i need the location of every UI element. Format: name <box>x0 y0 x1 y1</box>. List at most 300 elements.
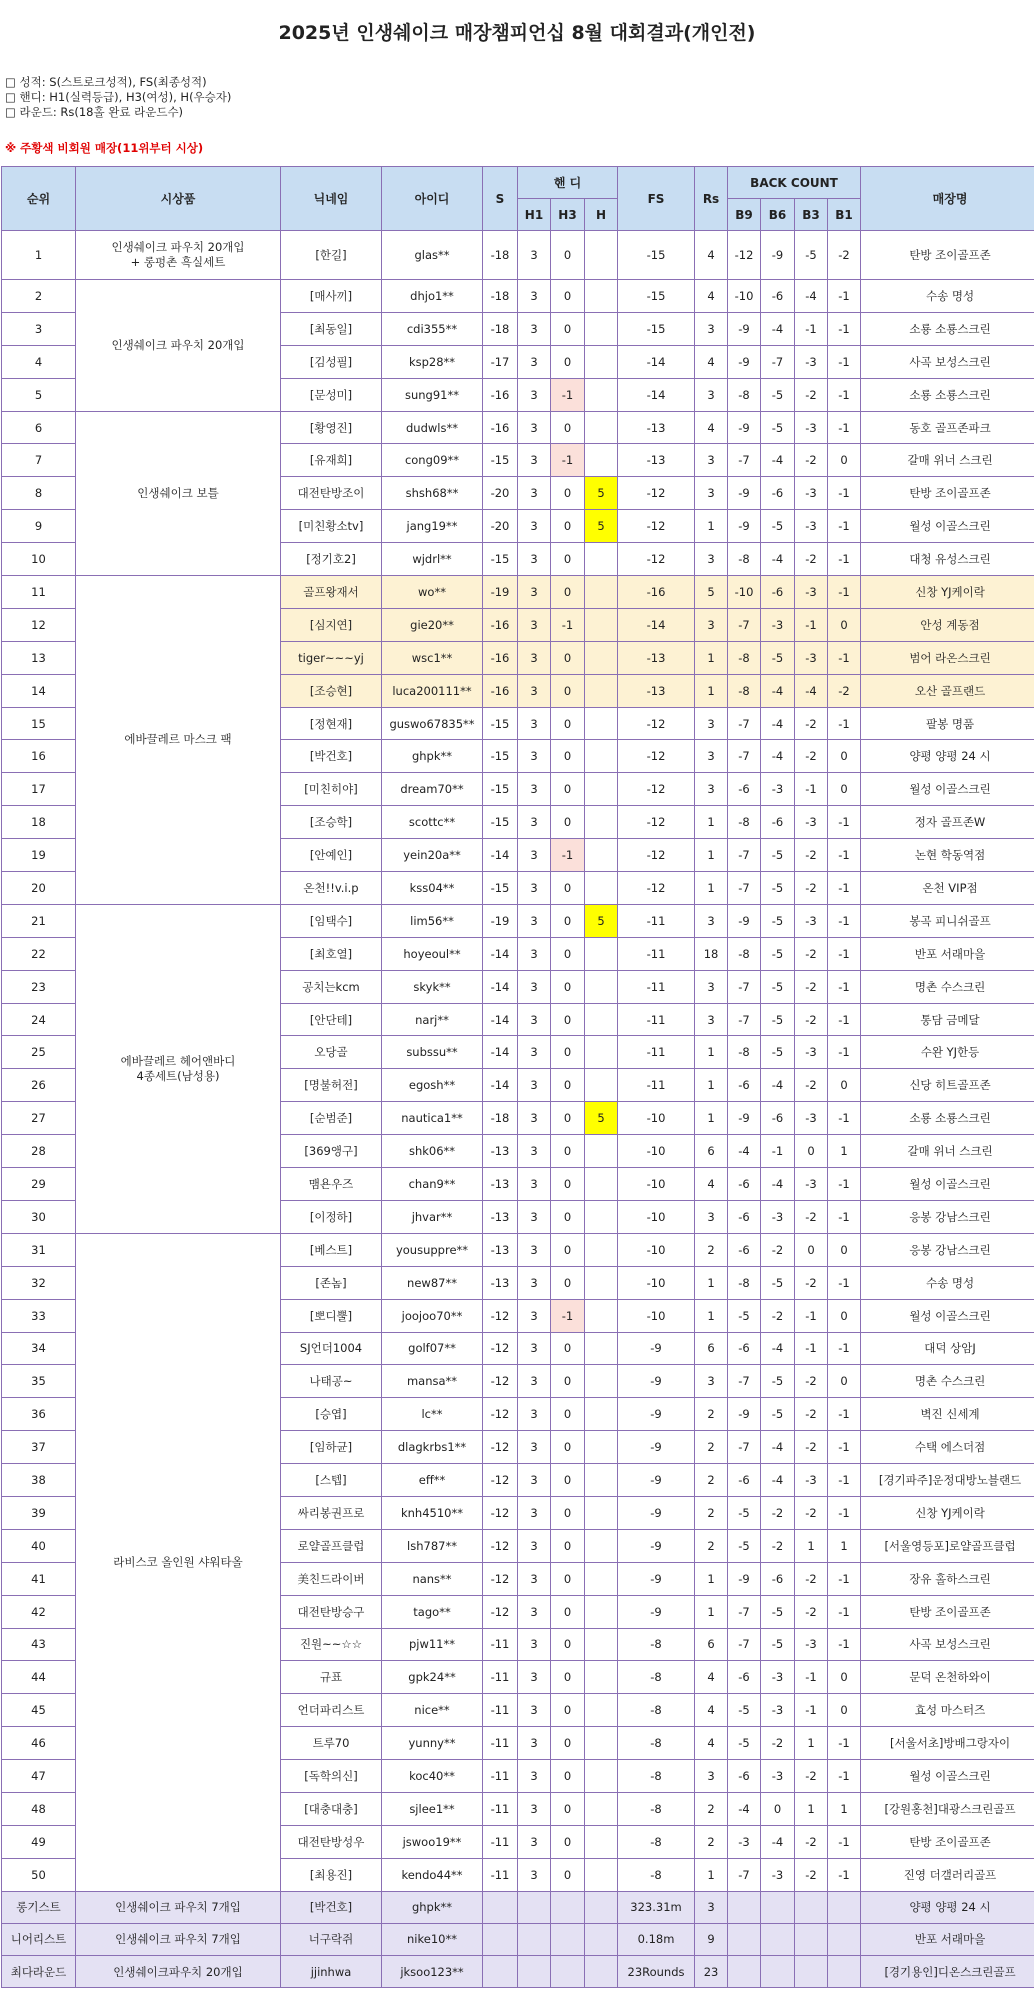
h-cell <box>585 1135 618 1168</box>
b9-cell: -9 <box>728 1562 761 1595</box>
final-score-cell: -10 <box>618 1299 695 1332</box>
final-score-cell: -12 <box>618 477 695 510</box>
store-cell: 오산 골프랜드 <box>861 674 1034 707</box>
user-id-cell: ksp28** <box>382 345 483 378</box>
h3-cell: 0 <box>551 1694 585 1727</box>
rounds-cell: 6 <box>695 1135 728 1168</box>
rank-cell: 4 <box>2 345 76 378</box>
special-awards <box>2 1891 1034 1988</box>
store-cell: 탄방 조이골프존 <box>861 477 1034 510</box>
final-score-cell: -13 <box>618 444 695 477</box>
h3-cell: 0 <box>551 740 585 773</box>
stroke-score-cell: -16 <box>483 674 518 707</box>
nickname-cell: 美친드라이버 <box>281 1562 382 1595</box>
b6-cell: -9 <box>761 231 795 280</box>
stroke-score-cell: -13 <box>483 1233 518 1266</box>
b6-cell: -4 <box>761 543 795 576</box>
h-cell <box>585 312 618 345</box>
b6-cell: -4 <box>761 1168 795 1201</box>
b6-cell: -4 <box>761 312 795 345</box>
final-score-cell: -12 <box>618 839 695 872</box>
store-cell: 신창 YJ케이락 <box>861 1496 1034 1529</box>
b6-cell: -6 <box>761 280 795 313</box>
h3-cell: 0 <box>551 904 585 937</box>
h-cell <box>585 1529 618 1562</box>
user-id-cell: tago** <box>382 1595 483 1628</box>
stroke-score-cell: -14 <box>483 1069 518 1102</box>
store-cell: 월성 이골스크린 <box>861 1168 1034 1201</box>
award-empty-cell <box>551 1923 585 1955</box>
final-score-cell: -11 <box>618 1069 695 1102</box>
b3-cell: 0 <box>795 1233 828 1266</box>
b6-cell: -2 <box>761 1233 795 1266</box>
rank-cell: 17 <box>2 773 76 806</box>
rank-cell: 14 <box>2 674 76 707</box>
b3-cell: -1 <box>795 1694 828 1727</box>
rounds-cell: 3 <box>695 970 728 1003</box>
stroke-score-cell: -16 <box>483 411 518 444</box>
h1-cell: 3 <box>518 280 551 313</box>
b1-cell: -1 <box>828 1398 861 1431</box>
b9-cell: -12 <box>728 231 761 280</box>
h3-cell: 0 <box>551 1496 585 1529</box>
final-score-cell: -12 <box>618 806 695 839</box>
nickname-cell: [명불허전] <box>281 1069 382 1102</box>
b6-cell: -6 <box>761 1102 795 1135</box>
header-fs: FS <box>618 167 695 231</box>
b3-cell: -4 <box>795 674 828 707</box>
final-score-cell: -8 <box>618 1792 695 1825</box>
nickname-cell: [안예인] <box>281 839 382 872</box>
final-score-cell: -12 <box>618 510 695 543</box>
h3-cell: 0 <box>551 1661 585 1694</box>
h1-cell: 3 <box>518 1200 551 1233</box>
b6-cell: 0 <box>761 1792 795 1825</box>
b1-cell: 0 <box>828 1694 861 1727</box>
nickname-cell: [순범준] <box>281 1102 382 1135</box>
store-cell: 온천 VIP점 <box>861 872 1034 905</box>
user-id-cell: kendo44** <box>382 1858 483 1891</box>
b6-cell: -4 <box>761 444 795 477</box>
final-score-cell: -11 <box>618 970 695 1003</box>
prize-line: 에바끌레르 헤어앤바디 <box>120 1053 236 1068</box>
final-score-cell: -9 <box>618 1464 695 1497</box>
award-store-cell: 반포 서래마을 <box>861 1923 1034 1955</box>
user-id-cell: knh4510** <box>382 1496 483 1529</box>
b9-cell: -6 <box>728 1233 761 1266</box>
stroke-score-cell: -18 <box>483 312 518 345</box>
h1-cell: 3 <box>518 1135 551 1168</box>
award-rounds-cell: 23 <box>695 1956 728 1988</box>
nickname-cell: [문성미] <box>281 378 382 411</box>
b6-cell: -3 <box>761 773 795 806</box>
store-cell: 소룡 소룡스크린 <box>861 1102 1034 1135</box>
user-id-cell: shsh68** <box>382 477 483 510</box>
rounds-cell: 1 <box>695 641 728 674</box>
rank-cell: 40 <box>2 1529 76 1562</box>
b9-cell: -10 <box>728 576 761 609</box>
h3-cell: 0 <box>551 345 585 378</box>
nickname-cell: [안단테] <box>281 1003 382 1036</box>
h1-cell: 3 <box>518 1365 551 1398</box>
h1-cell: 3 <box>518 510 551 543</box>
stroke-score-cell: -12 <box>483 1529 518 1562</box>
stroke-score-cell: -12 <box>483 1365 518 1398</box>
stroke-score-cell: -11 <box>483 1825 518 1858</box>
store-cell: 신창 YJ케이락 <box>861 576 1034 609</box>
user-id-cell: sung91** <box>382 378 483 411</box>
stroke-score-cell: -19 <box>483 904 518 937</box>
rounds-cell: 1 <box>695 806 728 839</box>
b3-cell: -2 <box>795 1069 828 1102</box>
b3-cell: 1 <box>795 1792 828 1825</box>
b3-cell: -2 <box>795 1760 828 1793</box>
store-cell: 갈매 위너 스크린 <box>861 1135 1034 1168</box>
h-cell <box>585 608 618 641</box>
rounds-cell: 3 <box>695 740 728 773</box>
user-id-cell: mansa** <box>382 1365 483 1398</box>
nickname-cell: 규표 <box>281 1661 382 1694</box>
h-cell <box>585 1398 618 1431</box>
h1-cell: 3 <box>518 773 551 806</box>
b3-cell: -2 <box>795 1003 828 1036</box>
stroke-score-cell: -20 <box>483 477 518 510</box>
nickname-cell: [임하균] <box>281 1431 382 1464</box>
store-cell: 대덕 상암J <box>861 1332 1034 1365</box>
rank-cell: 42 <box>2 1595 76 1628</box>
store-cell: 효성 마스터즈 <box>861 1694 1034 1727</box>
stroke-score-cell: -15 <box>483 872 518 905</box>
h1-cell: 3 <box>518 345 551 378</box>
nickname-cell: 맴욘우즈 <box>281 1168 382 1201</box>
rounds-cell: 18 <box>695 937 728 970</box>
rounds-cell: 1 <box>695 674 728 707</box>
h1-cell: 3 <box>518 231 551 280</box>
b6-cell: -3 <box>761 1661 795 1694</box>
h1-cell: 3 <box>518 1694 551 1727</box>
h-cell <box>585 1431 618 1464</box>
h3-cell: 0 <box>551 543 585 576</box>
h3-cell: 0 <box>551 1233 585 1266</box>
h1-cell: 3 <box>518 1661 551 1694</box>
award-rounds-cell: 3 <box>695 1891 728 1923</box>
b1-cell: -1 <box>828 1036 861 1069</box>
h-cell <box>585 937 618 970</box>
header-s: S <box>483 167 518 231</box>
b3-cell: -3 <box>795 641 828 674</box>
stroke-score-cell: -11 <box>483 1661 518 1694</box>
final-score-cell: -13 <box>618 674 695 707</box>
prize-cell <box>76 231 281 280</box>
rounds-cell: 1 <box>695 1102 728 1135</box>
user-id-cell: jswoo19** <box>382 1825 483 1858</box>
rank-cell: 7 <box>2 444 76 477</box>
nickname-cell: [정현재] <box>281 707 382 740</box>
nickname-cell: 대전탄방성우 <box>281 1825 382 1858</box>
nickname-cell: tiger~~~yj <box>281 641 382 674</box>
rank-cell: 27 <box>2 1102 76 1135</box>
award-empty-cell <box>761 1956 795 1988</box>
final-score-cell: -10 <box>618 1168 695 1201</box>
nickname-cell: 언더파리스트 <box>281 1694 382 1727</box>
prize-cell <box>76 576 281 905</box>
user-id-cell: cong09** <box>382 444 483 477</box>
store-cell: 응봉 강남스크린 <box>861 1233 1034 1266</box>
rounds-cell: 3 <box>695 378 728 411</box>
b1-cell: -1 <box>828 1595 861 1628</box>
final-score-cell: -13 <box>618 411 695 444</box>
h-cell <box>585 1332 618 1365</box>
b9-cell: -9 <box>728 477 761 510</box>
nickname-cell: [최용진] <box>281 1858 382 1891</box>
h-cell <box>585 806 618 839</box>
b1-cell: 0 <box>828 740 861 773</box>
h1-cell: 3 <box>518 872 551 905</box>
store-cell: 사곡 보성스크린 <box>861 345 1034 378</box>
b6-cell: -5 <box>761 904 795 937</box>
b6-cell: -3 <box>761 1694 795 1727</box>
h1-cell: 3 <box>518 1168 551 1201</box>
rank-cell: 28 <box>2 1135 76 1168</box>
b3-cell: -2 <box>795 378 828 411</box>
header-h: H <box>585 199 618 231</box>
user-id-cell: chan9** <box>382 1168 483 1201</box>
user-id-cell: luca200111** <box>382 674 483 707</box>
store-cell: 소룡 소룡스크린 <box>861 378 1034 411</box>
h3-cell: 0 <box>551 1760 585 1793</box>
final-score-cell: -10 <box>618 1135 695 1168</box>
stroke-score-cell: -18 <box>483 1102 518 1135</box>
b3-cell: -2 <box>795 707 828 740</box>
b9-cell: -9 <box>728 904 761 937</box>
award-name-cell: 니어리스트 <box>2 1923 76 1955</box>
b1-cell: 1 <box>828 1529 861 1562</box>
header-id: 아이디 <box>382 167 483 231</box>
b6-cell: -5 <box>761 1595 795 1628</box>
b9-cell: -6 <box>728 1332 761 1365</box>
b3-cell: -2 <box>795 1496 828 1529</box>
stroke-score-cell: -16 <box>483 608 518 641</box>
store-cell: 탄방 조이골프존 <box>861 1825 1034 1858</box>
h1-cell: 3 <box>518 576 551 609</box>
award-prize-cell: 인생쉐이크 파우치 7개입 <box>76 1891 281 1923</box>
h-cell <box>585 1760 618 1793</box>
award-store-cell: [경기용인]디온스크린골프 <box>861 1956 1034 1988</box>
h3-cell: 0 <box>551 1266 585 1299</box>
nickname-cell: 싸리봉권프로 <box>281 1496 382 1529</box>
h-cell: 5 <box>585 1102 618 1135</box>
b1-cell: 1 <box>828 1135 861 1168</box>
rank-cell: 13 <box>2 641 76 674</box>
b6-cell: -4 <box>761 1825 795 1858</box>
b1-cell: 0 <box>828 1233 861 1266</box>
b6-cell: -5 <box>761 1003 795 1036</box>
final-score-cell: -16 <box>618 576 695 609</box>
award-empty-cell <box>795 1956 828 1988</box>
b1-cell: -1 <box>828 543 861 576</box>
nickname-cell: [미친황소tv] <box>281 510 382 543</box>
store-cell: 사곡 보성스크린 <box>861 1628 1034 1661</box>
rank-cell: 32 <box>2 1266 76 1299</box>
h-cell <box>585 1792 618 1825</box>
b9-cell: -7 <box>728 1365 761 1398</box>
award-empty-cell <box>828 1891 861 1923</box>
result-row <box>2 576 1034 609</box>
header-b6: B6 <box>761 199 795 231</box>
user-id-cell: scottc** <box>382 806 483 839</box>
b6-cell: -4 <box>761 707 795 740</box>
b1-cell: 0 <box>828 1365 861 1398</box>
store-cell: [서울영등포]로얄골프클럽 <box>861 1529 1034 1562</box>
nickname-cell: [김성필] <box>281 345 382 378</box>
header-nickname: 닉네임 <box>281 167 382 231</box>
b3-cell: -1 <box>795 773 828 806</box>
final-score-cell: -8 <box>618 1694 695 1727</box>
b6-cell: -7 <box>761 345 795 378</box>
final-score-cell: -9 <box>618 1398 695 1431</box>
h-cell <box>585 1003 618 1036</box>
b9-cell: -6 <box>728 1760 761 1793</box>
b6-cell: -5 <box>761 1398 795 1431</box>
b9-cell: -5 <box>728 1694 761 1727</box>
stroke-score-cell: -13 <box>483 1135 518 1168</box>
user-id-cell: cdi355** <box>382 312 483 345</box>
b9-cell: -6 <box>728 1661 761 1694</box>
header-rank: 순위 <box>2 167 76 231</box>
user-id-cell: dream70** <box>382 773 483 806</box>
h-cell <box>585 1299 618 1332</box>
h3-cell: -1 <box>551 378 585 411</box>
b1-cell: -1 <box>828 707 861 740</box>
b3-cell: -2 <box>795 740 828 773</box>
user-id-cell: yein20a** <box>382 839 483 872</box>
rounds-cell: 2 <box>695 1464 728 1497</box>
h3-cell: 0 <box>551 1069 585 1102</box>
nickname-cell: SJ언더1004 <box>281 1332 382 1365</box>
rank-cell: 19 <box>2 839 76 872</box>
b1-cell: -1 <box>828 1266 861 1299</box>
b1-cell: -2 <box>828 231 861 280</box>
rounds-cell: 3 <box>695 543 728 576</box>
rank-cell: 24 <box>2 1003 76 1036</box>
b3-cell: 1 <box>795 1727 828 1760</box>
user-id-cell: joojoo70** <box>382 1299 483 1332</box>
rank-cell: 29 <box>2 1168 76 1201</box>
rounds-cell: 2 <box>695 1233 728 1266</box>
b1-cell: -1 <box>828 1102 861 1135</box>
user-id-cell: kss04** <box>382 872 483 905</box>
h3-cell: 0 <box>551 231 585 280</box>
award-empty-cell <box>761 1923 795 1955</box>
rank-cell: 31 <box>2 1233 76 1266</box>
b3-cell: -3 <box>795 510 828 543</box>
nickname-cell: 로얄골프클럽 <box>281 1529 382 1562</box>
b6-cell: -3 <box>761 608 795 641</box>
h-cell <box>585 1036 618 1069</box>
user-id-cell: jhvar** <box>382 1200 483 1233</box>
stroke-score-cell: -15 <box>483 806 518 839</box>
nickname-cell: [조승학] <box>281 806 382 839</box>
b9-cell: -7 <box>728 444 761 477</box>
user-id-cell: glas** <box>382 231 483 280</box>
rounds-cell: 6 <box>695 1628 728 1661</box>
rounds-cell: 2 <box>695 1431 728 1464</box>
b3-cell: -3 <box>795 345 828 378</box>
stroke-score-cell: -16 <box>483 378 518 411</box>
b3-cell: -1 <box>795 608 828 641</box>
b1-cell: -1 <box>828 280 861 313</box>
b6-cell: -3 <box>761 1858 795 1891</box>
b6-cell: -5 <box>761 872 795 905</box>
rounds-cell: 1 <box>695 872 728 905</box>
rank-cell: 46 <box>2 1727 76 1760</box>
store-cell: 논현 학동역점 <box>861 839 1034 872</box>
stroke-score-cell: -12 <box>483 1431 518 1464</box>
rank-cell: 49 <box>2 1825 76 1858</box>
final-score-cell: -9 <box>618 1332 695 1365</box>
rounds-cell: 2 <box>695 1496 728 1529</box>
b9-cell: -5 <box>728 1529 761 1562</box>
b1-cell: -1 <box>828 312 861 345</box>
rank-cell: 36 <box>2 1398 76 1431</box>
award-name-cell: 최다라운드 <box>2 1956 76 1988</box>
h3-cell: -1 <box>551 839 585 872</box>
rounds-cell: 3 <box>695 773 728 806</box>
store-cell: 대청 유성스크린 <box>861 543 1034 576</box>
nickname-cell: [박건호] <box>281 740 382 773</box>
b6-cell: -3 <box>761 1760 795 1793</box>
rounds-cell: 4 <box>695 1168 728 1201</box>
b3-cell: -2 <box>795 1858 828 1891</box>
award-row <box>2 1956 1034 1988</box>
prize-line: 인생쉐이크 보틀 <box>137 485 219 500</box>
b3-cell: -2 <box>795 1200 828 1233</box>
nickname-cell: [베스트] <box>281 1233 382 1266</box>
h3-cell: -1 <box>551 1299 585 1332</box>
result-row <box>2 1233 1034 1266</box>
user-id-cell: hoyeoul** <box>382 937 483 970</box>
legend-score: □ 성적: S(스트로크성적), FS(최종성적) <box>5 75 207 89</box>
final-score-cell: -14 <box>618 345 695 378</box>
b6-cell: -5 <box>761 1036 795 1069</box>
rank-cell: 30 <box>2 1200 76 1233</box>
h1-cell: 3 <box>518 1792 551 1825</box>
header-b9: B9 <box>728 199 761 231</box>
stroke-score-cell: -12 <box>483 1398 518 1431</box>
h-cell <box>585 231 618 280</box>
b3-cell: -3 <box>795 1168 828 1201</box>
prize-line: 라비스코 올인원 샤워타올 <box>113 1554 243 1569</box>
b9-cell: -9 <box>728 1398 761 1431</box>
h1-cell: 3 <box>518 1464 551 1497</box>
h1-cell: 3 <box>518 1562 551 1595</box>
store-cell: [강원홍천]대광스크린골프 <box>861 1792 1034 1825</box>
b9-cell: -6 <box>728 1168 761 1201</box>
prize-cell <box>76 1233 281 1891</box>
h-cell <box>585 1858 618 1891</box>
award-value-cell: 23Rounds <box>618 1956 695 1988</box>
user-id-cell: gie20** <box>382 608 483 641</box>
b6-cell: -4 <box>761 740 795 773</box>
legend-round: □ 라운드: Rs(18홀 완료 라운드수) <box>5 105 184 119</box>
final-score-cell: -8 <box>618 1760 695 1793</box>
final-score-cell: -9 <box>618 1595 695 1628</box>
rank-cell: 1 <box>2 231 76 280</box>
h-cell <box>585 1595 618 1628</box>
h1-cell: 3 <box>518 707 551 740</box>
rounds-cell: 3 <box>695 1003 728 1036</box>
stroke-score-cell: -11 <box>483 1858 518 1891</box>
